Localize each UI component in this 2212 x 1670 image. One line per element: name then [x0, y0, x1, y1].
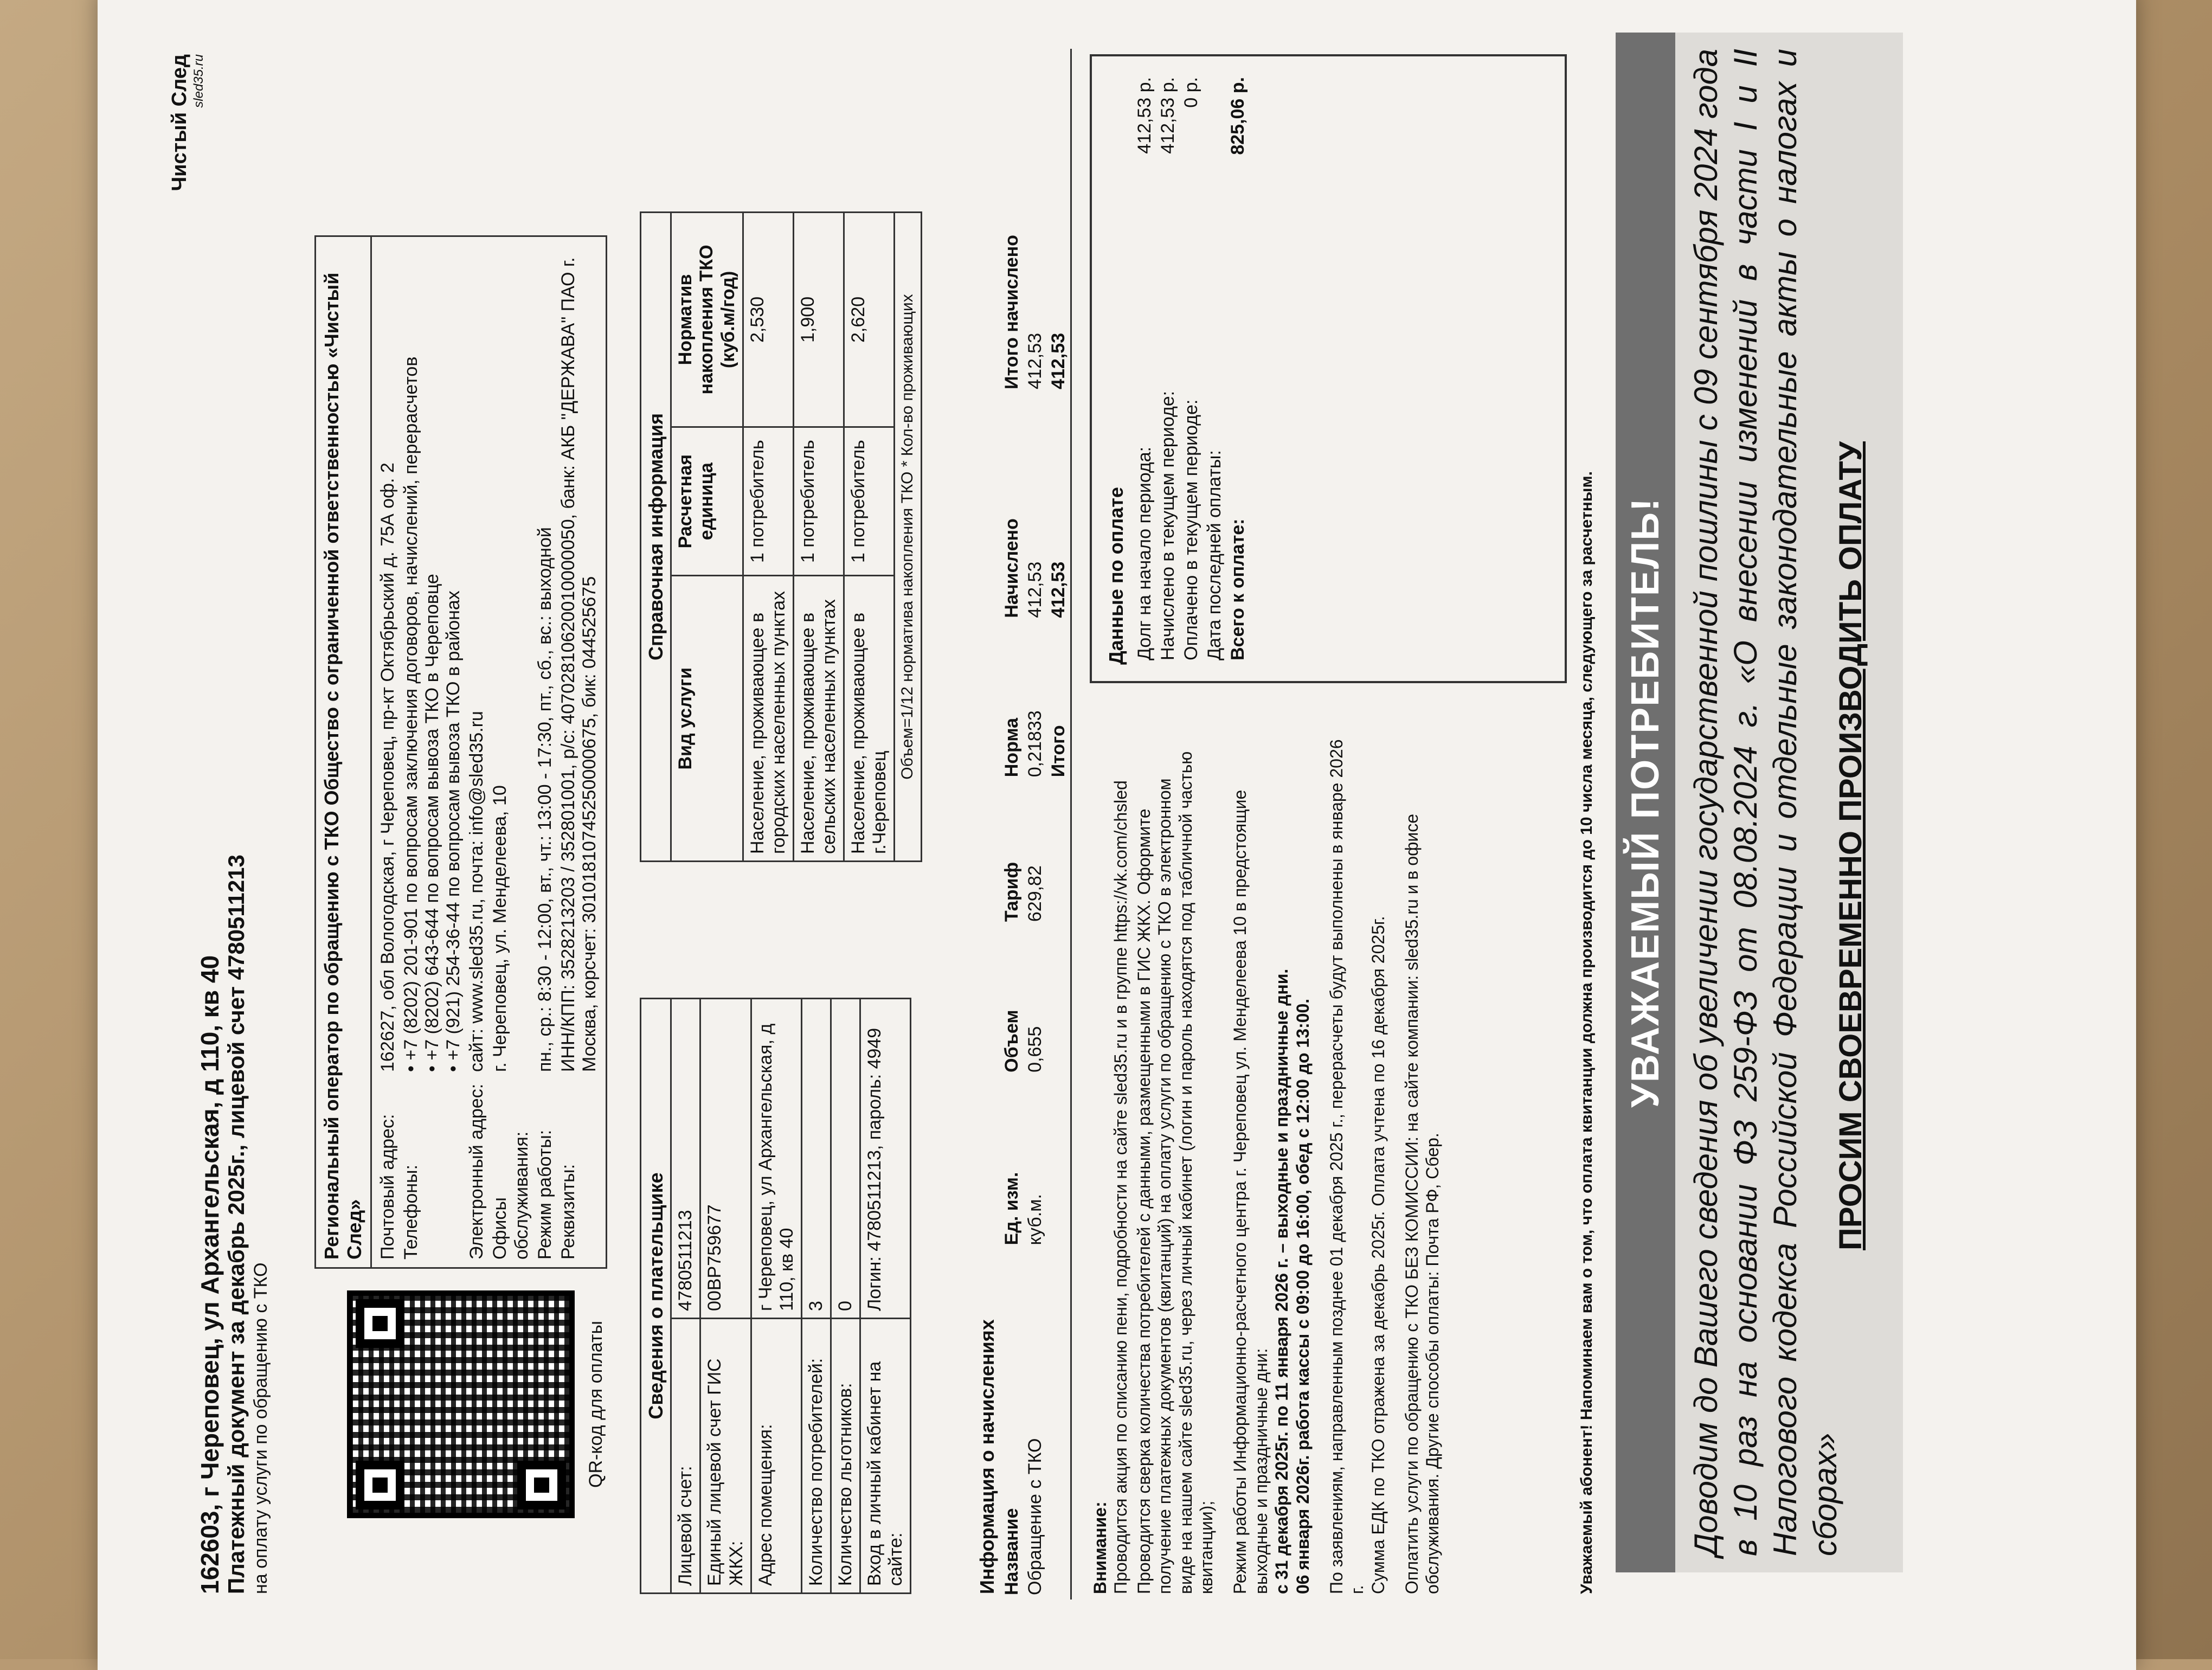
attention-promo: Проводится акция по списанию пени, подробности на сайте sled35.ru и в группе https://vk.com/chsled	[1111, 780, 1131, 1594]
payment-value: 412,53 р.	[1158, 77, 1179, 154]
payment-title: Данные по оплате	[1105, 487, 1127, 665]
payer-value: 4780511213	[671, 999, 700, 1319]
operator-label: Почтовый адрес:	[377, 1114, 398, 1260]
attention-schedule: Режим работы Информационно-расчетного центра г. Череповец ул. Менделеева 10 в предстоящие выходные и праздничные дни:	[1230, 789, 1271, 1594]
charges-header: Название	[1001, 1508, 1022, 1595]
charges-header: Тариф	[1001, 862, 1022, 922]
payer-row	[860, 999, 911, 1594]
logo-text: Чистый След	[168, 54, 191, 191]
operator-info-block	[314, 235, 607, 1269]
operator-value: • +7 (8202) 201-901 по вопросам заключения договоров, начислений, перерасчетов • +7 (8202) 643-644 по вопросам вывоза ТКО в Череповце • +7 (921) 254-36-44 по вопросам вывоза ТКО в районах	[401, 356, 464, 1072]
payment-value: 0 р.	[1181, 77, 1202, 108]
charges-header: Норма	[1001, 717, 1022, 778]
operator-label: Телефоны:	[401, 1165, 422, 1260]
attention-holidays: с 31 декабря 2025г. по 11 января 2026 г. – выходные и праздничные дни. 06 января 2026г. работа кассы с 09:00 до 16:00, обед с 12:00 до 13:00.	[1272, 968, 1313, 1594]
operator-value: сайт: www.sled35.ru, почта: info@sled35.ru	[466, 711, 487, 1072]
payer-value: г Череповец, ул Архангельская, д 110, кв 40	[751, 999, 801, 1319]
reference-cell: 1 потребитель	[743, 427, 793, 575]
payment-reminder: Уважаемый абонент! Напоминаем вам о том, что оплата квитанции должна производится до 10 числа месяца, следующего за расчетным.	[1578, 471, 1596, 1594]
reference-row	[844, 213, 895, 862]
charges-header: Объем	[1001, 1010, 1022, 1072]
charges-total-charged: 412,53	[1048, 561, 1069, 618]
payer-label: Единый лицевой счет ГИС ЖКХ:	[700, 1319, 751, 1594]
payer-row	[751, 999, 801, 1594]
reference-cell: Население, проживающее в сельских населенных пунктах	[793, 576, 844, 862]
reference-header: Норматив накопления ТКО (куб.м/год)	[671, 213, 743, 427]
payment-document	[98, 33, 2104, 1659]
charges-header: Итого начислено	[1001, 235, 1022, 389]
charges-cell: Обращение с ТКО	[1025, 1438, 1046, 1595]
qr-finder-icon	[517, 1461, 566, 1510]
payer-row	[700, 999, 751, 1594]
payment-value	[1203, 73, 1226, 213]
payer-address-heading: 162603, г Череповец, ул Архангельская, д 110, кв 40	[196, 955, 224, 1594]
charges-total-row	[1047, 49, 1071, 1600]
operator-label: Электронный адрес:	[466, 1083, 487, 1260]
reference-cell: 1 потребитель	[844, 427, 895, 575]
operator-row	[376, 240, 400, 1264]
reference-header: Вид услуги	[671, 576, 743, 862]
payer-value: 3	[801, 999, 831, 1319]
operator-row	[557, 240, 601, 1264]
document-title: Платежный документ за декабрь 2025г., лицевой счет 4780511213	[223, 855, 249, 1594]
reference-row	[793, 213, 844, 862]
reference-table	[640, 211, 922, 862]
attention-payment-methods: Оплатить услуги по обращению с ТКО БЕЗ КОМИССИИ: на сайте компании: sled35.ru и в офисе обслуживания. Другие способы оплаты: Почта РФ, Сбер.	[1402, 813, 1443, 1594]
payment-label: Начислено в текущем периоде:	[1158, 390, 1179, 660]
operator-value: пн., ср.: 8:30 - 12:00, вт., чт.: 13:00 - 17:30, пт., сб., вс.: выходной	[534, 527, 555, 1072]
payer-title: Сведения о плательщике	[641, 999, 671, 1594]
charges-header: Начислено	[1001, 518, 1022, 618]
operator-row	[465, 240, 488, 1264]
notice-text: Доводим до Вашего сведения об увеличении государственной пошлины с 09 сентября 2024 года в 10 раз на основании ФЗ 259-ФЗ от 08.08.2024 г. «О внесении изменений в части I и II Налогового кодекса Российской Федерации и отдельные законодательные акты о налогах и сборах»	[1688, 49, 1843, 1556]
payment-summary	[1090, 54, 1567, 683]
qr-caption: QR-код для оплаты	[586, 1321, 606, 1488]
operator-row	[488, 240, 533, 1264]
operator-value: г. Череповец, ул. Менделеева, 10	[490, 785, 511, 1072]
operator-value: ИНН/КПП: 3528213203 / 352801001, р/с: 40702810620010000050, банк: АКБ "ДЕРЖАВА" ПАО г. Москва, корсчет: 30101810745250000675, бик: 044525675	[557, 257, 600, 1072]
payer-row	[801, 999, 831, 1594]
charges-table	[1000, 49, 1072, 1600]
operator-details	[376, 240, 601, 1264]
reference-header-row	[671, 213, 743, 862]
attention-reconciliation: Проводится сверка количества потребителей с данными, размещенными в ГИС ЖКХ. Оформите получение платежных документов (квитанций) на оплату услуги по обращению с ТКО в электронном виде на нашем сайте sled35.ru, через личный кабинет (логин и пароль находятся под табличной частью квитанции);	[1134, 751, 1216, 1594]
company-logo	[168, 54, 207, 217]
charges-cell: 629,82	[1025, 865, 1046, 922]
operator-title: Региональный оператор по обращению с ТКО Общество с ограниченной ответственностью «Чистый След»	[316, 237, 372, 1267]
charges-cell: 412,53	[1025, 561, 1046, 618]
payer-label: Количество потребителей:	[801, 1319, 831, 1594]
payment-label: Долг на начало периода:	[1134, 446, 1155, 660]
reference-cell: Население, проживающее в городских населенных пунктах	[743, 576, 793, 862]
pay-on-time-notice: ПРОСИМ СВОЕВРЕМЕННО ПРОИЗВОДИТЬ ОПЛАТУ	[1833, 441, 1868, 1250]
charges-cell: 0,655	[1025, 1026, 1046, 1072]
charges-cell: 0,21833	[1025, 710, 1046, 778]
reference-cell: 2,530	[743, 213, 793, 427]
payer-value: Логин: 4780511213, пароль: 4949	[860, 999, 911, 1319]
payment-label: Дата последней оплаты:	[1204, 450, 1225, 660]
charges-header-row	[1000, 49, 1024, 1600]
reference-header: Расчетная единица	[671, 427, 743, 575]
operator-label: Режим работы:	[534, 1129, 555, 1260]
payment-qr-code[interactable]	[347, 1290, 575, 1518]
notice-banner: УВАЖАЕМЫЙ ПОТРЕБИТЕЛЬ!	[1616, 33, 1675, 1572]
reference-footnote: Объем=1/12 норматива накопления ТКО * Кол-во проживающих	[895, 213, 922, 862]
charges-cell: куб.м.	[1025, 1194, 1046, 1245]
payment-details	[1133, 73, 1250, 665]
payer-info-table	[640, 998, 911, 1594]
paper-sheet	[98, 0, 2136, 1670]
attention-block	[1090, 737, 1443, 1594]
payer-label: Адрес помещения:	[751, 1319, 801, 1594]
charges-row	[1024, 49, 1047, 1600]
operator-label: Офисы обслуживания:	[490, 1131, 532, 1260]
payment-value: 412,53 р.	[1134, 77, 1155, 154]
payer-row	[831, 999, 860, 1594]
payer-value: 00ВР759677	[700, 999, 751, 1319]
reference-cell: Население, проживающее в г.Череповец	[844, 576, 895, 862]
total-due-label: Всего к оплате:	[1227, 518, 1249, 660]
payer-row	[671, 999, 700, 1594]
charges-title: Информация о начислениях	[976, 1319, 998, 1594]
document-subtitle: на оплату услуги по обращению с ТКО	[250, 1262, 271, 1594]
reference-row	[743, 213, 793, 862]
reference-cell: 1 потребитель	[793, 427, 844, 575]
operator-row	[533, 240, 557, 1264]
reference-cell: 1,900	[793, 213, 844, 427]
operator-row	[400, 240, 465, 1264]
charges-total-all: 412,53	[1048, 332, 1069, 389]
total-due-value: 825,06 р.	[1227, 77, 1249, 155]
charges-header: Ед. изм.	[1001, 1172, 1022, 1245]
operator-label: Реквизиты:	[557, 1164, 578, 1260]
operator-value: 162627, обл Вологодская, г Череповец, пр-кт Октябрьский д. 75А оф. 2	[377, 463, 398, 1072]
payer-label: Количество льготников:	[831, 1319, 860, 1594]
attention-recalculation: По заявлениям, направленным позднее 01 декабря 2025 г., перерасчеты будут выполнены в январе 2026 г. Сумма ЕДК по ТКО отражена за декабрь 2025г. Оплата учтена по 16 декабря 2025г.	[1326, 739, 1388, 1594]
charges-cell: 412,53	[1025, 332, 1046, 389]
reference-cell: 2,620	[844, 213, 895, 427]
attention-title: Внимание:	[1090, 1501, 1110, 1594]
payer-value: 0	[831, 999, 860, 1319]
qr-finder-icon	[356, 1299, 404, 1348]
logo-site: sled35.ru	[191, 54, 206, 108]
payment-label: Оплачено в текущем периоде:	[1181, 399, 1202, 660]
reference-title: Справочная информация	[641, 213, 671, 862]
qr-finder-icon	[356, 1461, 404, 1510]
charges-total-label: Итого	[1048, 725, 1069, 778]
payer-label: Вход в личный кабинет на сайте:	[860, 1319, 911, 1594]
payer-label: Лицевой счет:	[671, 1319, 700, 1594]
